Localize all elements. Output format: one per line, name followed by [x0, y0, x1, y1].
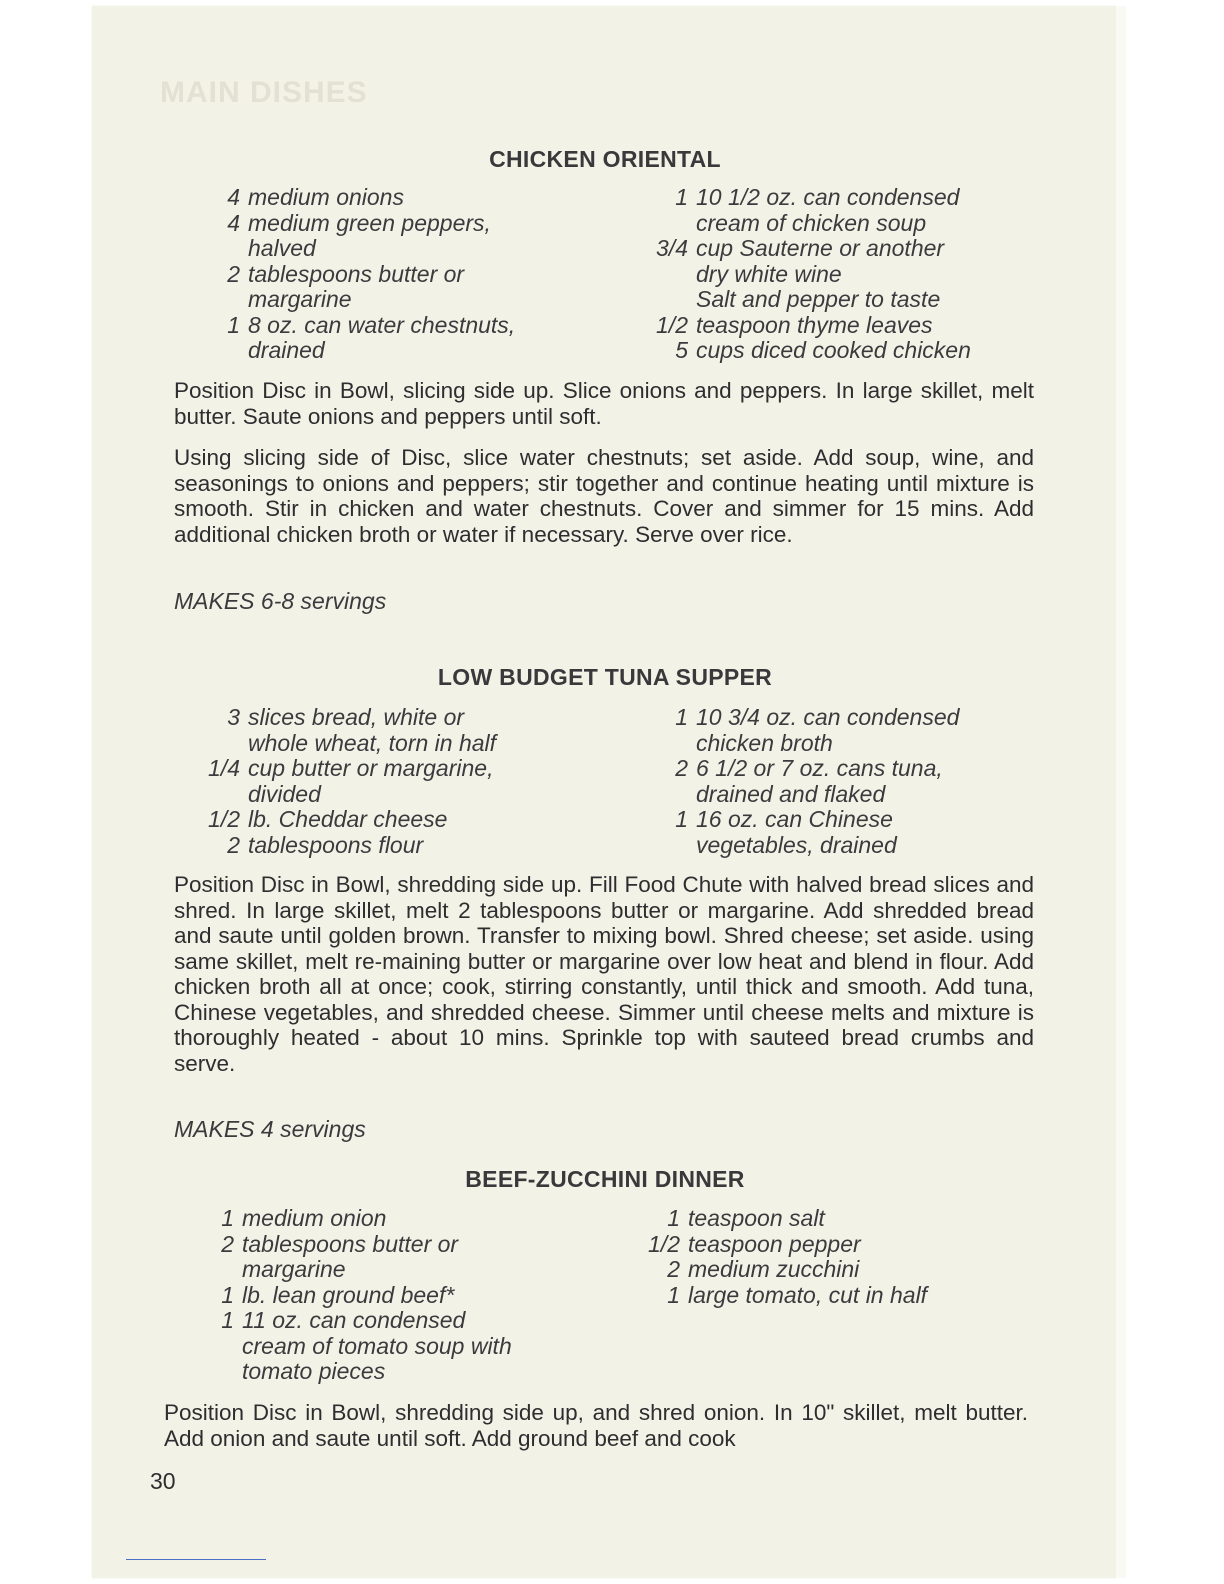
- ingredient-qty: 1: [675, 704, 688, 730]
- ingredient-line: halved: [248, 235, 316, 261]
- ingredient-item: [630, 236, 1050, 287]
- ingredient-qty: 2: [675, 755, 688, 781]
- ingredient-item: [624, 1232, 1034, 1258]
- ingredients-left: [200, 185, 600, 364]
- ingredient-line: medium green peppers,: [248, 209, 491, 236]
- ingredient-qty: 3: [227, 704, 240, 730]
- ingredient-item: [190, 705, 600, 756]
- ingredient-qty: 1/4: [208, 755, 240, 781]
- ingredient-qty: 1: [675, 806, 688, 832]
- ingredient-qty: 4: [227, 184, 240, 210]
- ingredients-left: [190, 705, 600, 858]
- instructions-paragraph: Using slicing side of Disc, slice water chestnuts; set aside. Add soup, wine, and seasonings to onions and peppers; stir together and continue heating until mixture is smooth. Stir in chicken and water chestnuts. Cover and simmer for 15 mins. Add additional chicken broth or water if necessary. Serve over rice.: [174, 445, 1034, 547]
- ingredient-qty: 1: [667, 1205, 680, 1231]
- ingredient-qty: 1/2: [648, 1230, 680, 1257]
- ingredient-item: [190, 1206, 600, 1232]
- instructions-paragraph: Position Disc in Bowl, shredding side up. Fill Food Chute with halved bread slices and shred. In large skillet, melt 2 tablespoons butter or margarine. Add shredded bread and saute until golden brown. Transfer to mixing bowl. Shred cheese; set aside. using same skillet, melt re-maining butter or margarine over low heat and blend in flour. Add chicken broth all at once; cook, stirring constantly, until thick and smooth. Add tuna, Chinese vegetables, and shredded cheese. Simmer until cheese melts and mixture is thoroughly heated - about 10 mins. Sprinkle top with sauteed bread crumbs and serve.: [174, 872, 1034, 1076]
- ingredient-line: teaspoon salt: [688, 1205, 825, 1231]
- page-number: 30: [150, 1468, 176, 1494]
- ingredient-item: [190, 833, 600, 859]
- ingredient-item: [640, 756, 1040, 807]
- ingredient-line: dry white wine: [696, 260, 842, 287]
- ingredient-qty: 2: [221, 1230, 234, 1257]
- section-header: MAIN DISHES: [160, 76, 368, 109]
- recipe-title: BEEF-ZUCCHINI DINNER: [465, 1166, 745, 1192]
- ingredient-item: [630, 185, 1050, 236]
- ingredient-qty: 3/4: [656, 235, 688, 261]
- ingredient-line: 10 1/2 oz. can condensed: [696, 184, 960, 210]
- ingredients-right: [630, 185, 1050, 364]
- ingredient-item: [630, 338, 1050, 364]
- ingredient-line: cups diced cooked chicken: [696, 337, 971, 363]
- instructions-paragraph: Position Disc in Bowl, shredding side up, and shred onion. In 10" skillet, melt butter. Add onion and saute until soft. Add ground beef and cook: [164, 1400, 1028, 1451]
- ingredient-line: margarine: [242, 1256, 346, 1282]
- ingredient-qty: 1/2: [656, 311, 688, 338]
- ingredient-qty: 2: [227, 260, 240, 287]
- ingredient-line: cup butter or margarine,: [248, 755, 494, 781]
- ingredient-qty: 1: [227, 311, 240, 338]
- ingredient-line: lb. lean ground beef*: [242, 1281, 455, 1308]
- recipe-title: LOW BUDGET TUNA SUPPER: [437, 664, 773, 690]
- servings-note: MAKES 6-8 servings: [174, 588, 387, 614]
- ingredient-line: divided: [248, 780, 321, 807]
- ingredient-item: [624, 1206, 1034, 1232]
- ingredient-qty: 5: [675, 337, 688, 363]
- ingredient-item: [190, 756, 600, 807]
- ingredient-qty: 1: [675, 184, 688, 210]
- ingredient-qty: 2: [227, 831, 240, 858]
- ingredient-item: [190, 1308, 600, 1385]
- ingredient-item: [200, 313, 600, 364]
- ingredient-item: [630, 287, 1050, 313]
- ingredient-line: drained and flaked: [696, 780, 886, 807]
- ingredient-line: whole wheat, torn in half: [248, 729, 497, 756]
- ingredient-line: large tomato, cut in half: [688, 1281, 928, 1308]
- ingredient-item: [200, 185, 600, 211]
- ingredient-line: 11 oz. can condensed: [242, 1307, 466, 1333]
- ingredient-line: 16 oz. can Chinese: [696, 806, 893, 832]
- ingredient-line: tomato pieces: [242, 1358, 386, 1384]
- ingredient-line: tablespoons butter or: [248, 260, 465, 287]
- ingredient-line: medium zucchini: [688, 1256, 860, 1282]
- page-edge: [1116, 6, 1126, 1578]
- ingredients-right: [624, 1206, 1034, 1308]
- ingredient-item: [630, 313, 1050, 339]
- ingredient-line: margarine: [248, 286, 352, 312]
- ingredient-qty: 2: [667, 1256, 680, 1282]
- ingredient-line: medium onion: [242, 1205, 387, 1231]
- ingredients-right: [640, 705, 1040, 858]
- servings-note: MAKES 4 servings: [174, 1116, 366, 1142]
- instructions-paragraph: Position Disc in Bowl, slicing side up. Slice onions and peppers. In large skillet, melt butter. Saute onions and peppers until soft.: [174, 378, 1034, 429]
- ingredient-item: [640, 807, 1040, 858]
- ingredient-line: 8 oz. can water chestnuts,: [248, 311, 516, 338]
- ingredients-left: [190, 1206, 600, 1385]
- ingredient-item: [200, 211, 600, 262]
- ingredient-item: [640, 705, 1040, 756]
- ingredient-line: medium onions: [248, 184, 404, 210]
- ingredient-item: [190, 1283, 600, 1309]
- ingredient-item: [190, 1232, 600, 1283]
- ingredient-line: lb. Cheddar cheese: [248, 806, 448, 832]
- ingredient-line: drained: [248, 337, 325, 363]
- ingredient-item: [200, 262, 600, 313]
- bottom-rule: [126, 1559, 266, 1560]
- ingredient-line: Salt and pepper to taste: [696, 286, 941, 312]
- ingredient-line: vegetables, drained: [696, 831, 897, 858]
- ingredient-line: tablespoons flour: [248, 831, 424, 858]
- ingredient-item: [624, 1257, 1034, 1283]
- ingredient-line: 10 3/4 oz. can condensed: [696, 704, 960, 730]
- ingredient-qty: 1: [221, 1307, 234, 1333]
- recipe-title: CHICKEN ORIENTAL: [489, 146, 721, 172]
- ingredient-line: chicken broth: [696, 729, 833, 756]
- ingredient-line: cream of chicken soup: [696, 209, 927, 236]
- ingredient-line: 6 1/2 or 7 oz. cans tuna,: [696, 755, 943, 781]
- ingredient-qty: 1: [221, 1205, 234, 1231]
- ingredient-qty: 1/2: [208, 806, 240, 832]
- ingredient-line: tablespoons butter or: [242, 1230, 459, 1257]
- ingredient-qty: 1: [221, 1281, 234, 1308]
- ingredient-item: [190, 807, 600, 833]
- ingredient-line: teaspoon pepper: [688, 1230, 861, 1257]
- ingredient-line: teaspoon thyme leaves: [696, 311, 933, 338]
- ingredient-line: slices bread, white or: [248, 704, 465, 730]
- ingredient-line: cream of tomato soup with: [242, 1332, 512, 1359]
- ingredient-item: [624, 1283, 1034, 1309]
- ingredient-qty: 1: [667, 1281, 680, 1308]
- ingredient-line: cup Sauterne or another: [696, 235, 945, 261]
- ingredient-qty: 4: [227, 209, 240, 236]
- ingredient-qty: [630, 287, 696, 313]
